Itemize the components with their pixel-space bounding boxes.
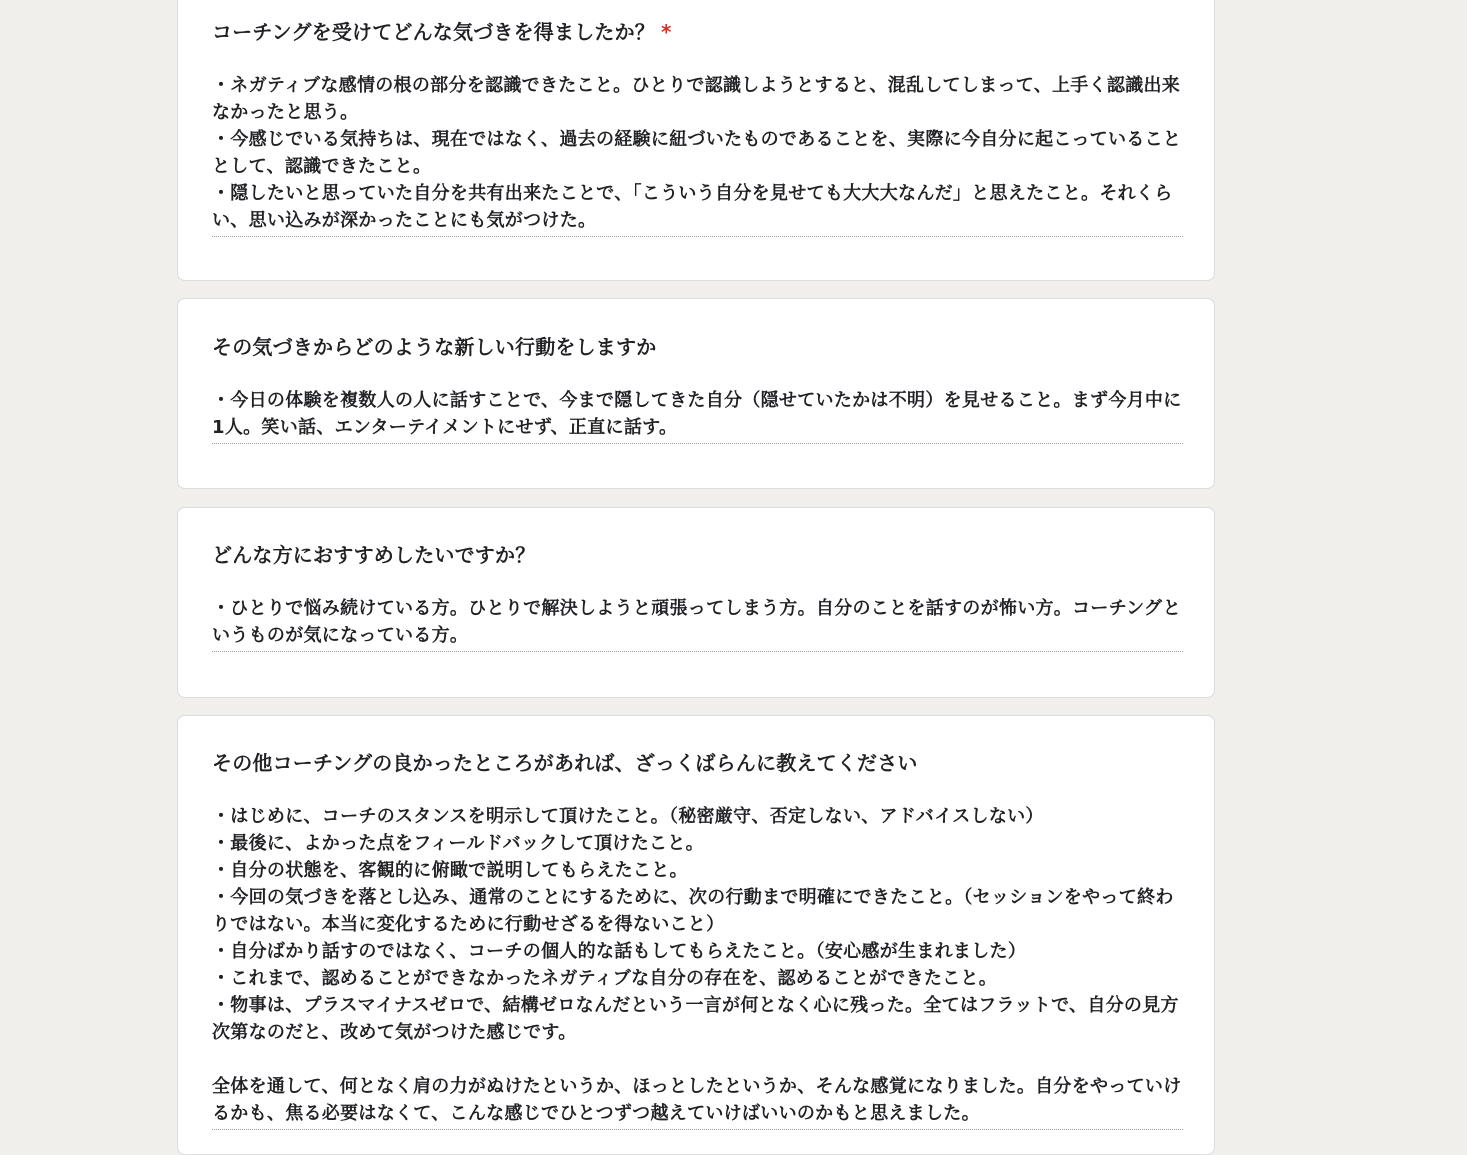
question-title: コーチングを受けてどんな気づきを得ましたか？ *: [212, 20, 672, 44]
question-card-awareness: [177, 0, 1215, 281]
question-card-other-feedback: [177, 715, 1215, 1155]
question-title: その他コーチングの良かったところがあれば、ざっくばらんに教えてください: [212, 751, 918, 775]
question-card-new-action: [177, 298, 1215, 489]
answer-text: ・はじめに、コーチのスタンスを明示して頂けたこと。（秘密厳守、否定しない、アドバイスしない） ・最後に、よかった点をフィールドバックして頂けたこと。 ・自分の状態を、客観的に俯瞰で説明してもらえたこと。 ・今回の気づきを落とし込み、通常のことにするために、次の行動まで明確にできたこと。（セッションをやって終わりではない。本当に変化するために行動せざるを得ないこと） ・自分ばかり話すのではなく、コーチの個人的な話もしてもらえたこと。（安心感が生まれました） ・これまで、認めることができなかったネガティブな自分の存在を、認めることができたこと。 ・物事は、プラスマイナスゼロで、結構ゼロなんだという一言が何となく心に残った。全てはフラットで、自分の見方次第なのだと、改めて気がつけた感じです。 全体を通して、何となく肩の力がぬけたというか、ほっとしたというか、そんな感覚になりました。自分をやっていけるかも、焦る必要はなくて、こんな感じでひとつずつ越えていけばいいのかもと思えました。: [212, 803, 1183, 1130]
answer-text: ・今日の体験を複数人の人に話すことで、今まで隠してきた自分（隠せていたかは不明）を見せること。まず今月中に1人。笑い話、エンターテイメントにせず、正直に話す。: [212, 387, 1183, 444]
answer-text: ・ネガティブな感情の根の部分を認識できたこと。ひとりで認識しようとすると、混乱してしまって、上手く認識出来なかったと思う。 ・今感じでいる気持ちは、現在ではなく、過去の経験に紐づいたものであることを、実際に今自分に起こっていることとして、認識できたこと。 ・隠したいと思っていた自分を共有出来たことで、「こういう自分を見せても大大大なんだ」と思えたこと。それくらい、思い込みが深かったことにも気がつけた。: [212, 72, 1183, 237]
question-title: どんな方におすすめしたいですか？: [212, 543, 536, 567]
question-title: その気づきからどのような新しい行動をしますか: [212, 335, 657, 359]
answer-text: ・ひとりで悩み続けている方。ひとりで解決しようと頑張ってしまう方。自分のことを話すのが怖い方。コーチングというものが気になっている方。: [212, 595, 1183, 652]
required-asterisk: *: [661, 20, 672, 44]
question-card-recommend: [177, 507, 1215, 698]
